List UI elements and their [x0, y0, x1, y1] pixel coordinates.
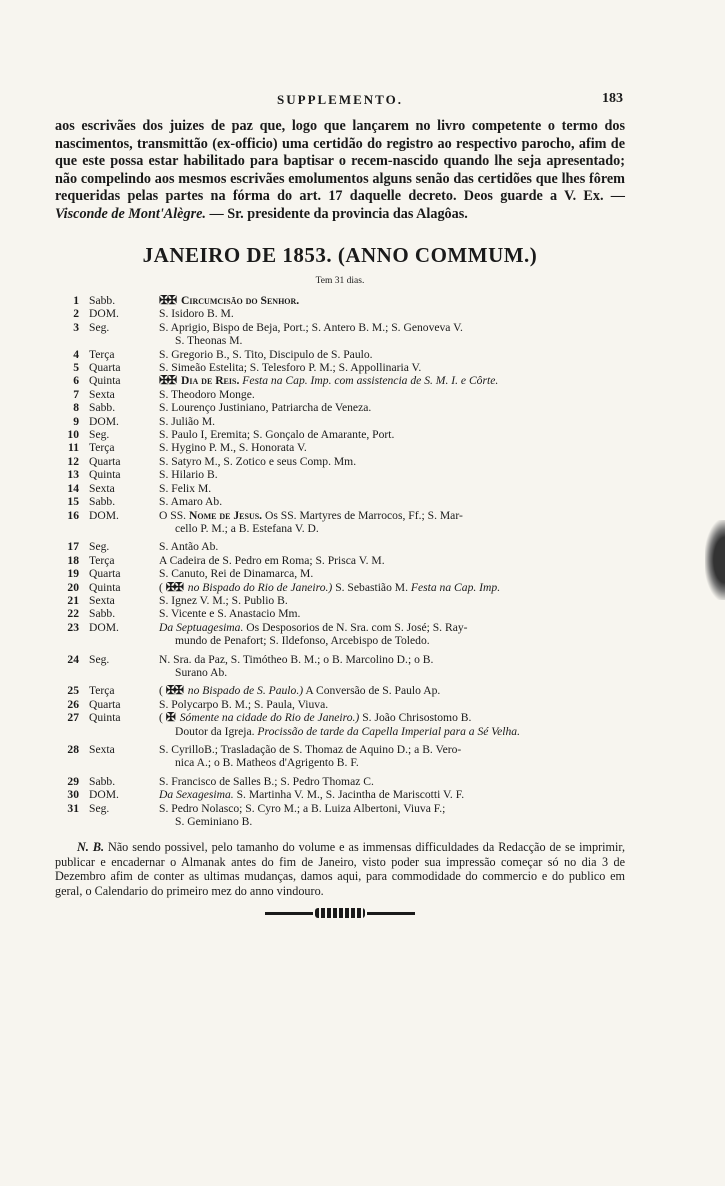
saint-entry — [157, 621, 625, 648]
saint-entry — [157, 554, 625, 567]
continuation-text: nica A.; o B. Matheos d'Agrigento B. F. — [175, 756, 359, 770]
day-number: 30 — [67, 788, 79, 802]
weekday: DOM. — [89, 620, 119, 634]
calendar-row — [55, 415, 625, 428]
entry-text: S. Felix M. — [159, 481, 212, 495]
entry-text: S. Amaro Ab. — [159, 495, 223, 509]
day-number: 29 — [67, 774, 79, 788]
saint-entry — [157, 594, 625, 607]
calendar-row — [55, 374, 625, 387]
nota-bene-label: N. B. — [77, 840, 104, 855]
saint-entry — [157, 653, 625, 680]
entry-text: S. Theodoro Monge. — [159, 387, 255, 401]
day-number: 11 — [68, 441, 79, 455]
day-number: 9 — [73, 414, 79, 428]
entry-italic: no Bispado de S. Paulo.) — [187, 684, 304, 698]
weekday: Sabb. — [89, 294, 116, 307]
saint-entry — [157, 401, 625, 414]
saint-entry — [157, 711, 625, 738]
calendar-row — [55, 348, 625, 361]
calendar-row — [55, 802, 625, 829]
page — [55, 92, 625, 918]
entry-continuation — [159, 634, 623, 647]
calendar-row — [55, 775, 625, 788]
signature: Visconde de Mont'Alègre. — [55, 205, 206, 222]
weekday: Quinta — [89, 468, 121, 482]
entry-prefix: ( — [159, 580, 163, 594]
weekday: Seg. — [89, 428, 110, 442]
entry-italic: Festa na Cap. Imp. — [410, 580, 501, 594]
day-number: 13 — [67, 468, 79, 482]
entry-text: S. Julião M. — [159, 414, 216, 428]
saint-entry — [157, 348, 625, 361]
ornament-right-rule — [367, 912, 415, 915]
day-number: 23 — [67, 620, 79, 634]
entry-text: S. Hygino P. M., S. Honorata V. — [159, 441, 307, 455]
feast-name: Nome de Jesus. — [188, 508, 263, 522]
calendar-row — [55, 711, 625, 738]
entry-text: S. João Chrisostomo B. — [362, 711, 472, 725]
saint-entry — [157, 788, 625, 801]
feast-name: Circumcisão do Senhor. — [181, 294, 300, 307]
day-number: 4 — [73, 347, 79, 361]
calendar-row — [55, 581, 625, 594]
running-head: SUPPLEMENTO. — [277, 92, 403, 107]
saint-entry — [157, 802, 625, 829]
saint-entry — [157, 495, 625, 508]
weekday: Quinta — [89, 374, 121, 388]
saint-entry — [157, 482, 625, 495]
weekday: DOM. — [89, 414, 119, 428]
calendar-row — [55, 428, 625, 441]
day-number: 21 — [67, 593, 79, 607]
calendar-row — [55, 653, 625, 680]
entry-prefix: ( — [159, 684, 163, 698]
calendar-row — [55, 294, 625, 307]
binding-shadow — [705, 520, 725, 600]
saint-entry — [157, 321, 625, 348]
day-number: 7 — [73, 387, 79, 401]
maltese-cross-icon: ✠✠ — [159, 373, 176, 388]
saint-entry — [157, 388, 625, 401]
entry-text: S. Canuto, Rei de Dinamarca, M. — [159, 567, 314, 581]
maltese-cross-icon: ✠✠ — [159, 293, 176, 307]
weekday: Terça — [89, 441, 115, 455]
continuation-italic: Procissão de tarde da Capella Imperial para a Sé Velha. — [257, 724, 520, 738]
saint-entry — [157, 415, 625, 428]
saint-entry — [157, 294, 625, 307]
entry-prefix: ( — [159, 711, 163, 725]
weekday: Quinta — [89, 711, 121, 725]
day-number: 3 — [73, 320, 79, 334]
saint-entry — [157, 581, 625, 594]
weekday: Seg. — [89, 652, 110, 666]
maltese-cross-icon: ✠✠ — [165, 579, 182, 594]
day-number: 26 — [67, 697, 79, 711]
saint-entry — [157, 307, 625, 320]
ornament-left-rule — [265, 912, 313, 915]
saint-entry — [157, 567, 625, 580]
calendar-row — [55, 567, 625, 580]
entry-text: A Cadeira de S. Pedro em Roma; S. Prisca V. M. — [159, 553, 385, 567]
weekday: DOM. — [89, 788, 119, 802]
day-number: 1 — [73, 294, 79, 307]
calendar-list — [55, 294, 625, 828]
day-number: 2 — [73, 307, 79, 321]
entry-text: S. CyrilloB.; Trasladação de S. Thomaz de Aquino D.; a B. Vero- — [159, 743, 462, 756]
calendar-row — [55, 621, 625, 648]
continuation-text: Surano Ab. — [175, 665, 228, 679]
weekday: Seg. — [89, 801, 110, 815]
entry-continuation — [159, 756, 623, 769]
calendar-row — [55, 743, 625, 770]
saint-entry — [157, 374, 625, 387]
calendar-row — [55, 607, 625, 620]
entry-italic: Festa na Cap. Imp. com assistencia de S. M. I. e Côrte. — [242, 374, 499, 388]
day-number: 17 — [67, 540, 79, 554]
entry-text: S. Lourenço Justiniano, Patriarcha de Veneza. — [159, 401, 372, 415]
weekday: Quarta — [89, 454, 121, 468]
continuation-text: S. Theonas M. — [175, 334, 243, 348]
entry-italic: Sómente na cidade do Rio de Janeiro.) — [179, 711, 360, 725]
saint-entry — [157, 441, 625, 454]
days-count: Tem 31 dias. — [315, 276, 365, 286]
weekday: Quarta — [89, 361, 121, 375]
calendar-row — [55, 788, 625, 801]
month-title: JANEIRO DE 1853. (ANNO COMMUM.) — [142, 243, 538, 267]
entry-prefix: O SS. — [159, 508, 187, 522]
closing-ornament — [265, 908, 415, 918]
entry-text: S. Sebastião M. — [335, 580, 408, 594]
entry-italic: Da Sexagesima. — [159, 788, 234, 802]
day-number: 18 — [67, 553, 79, 567]
day-number: 5 — [73, 361, 79, 375]
calendar-row — [55, 495, 625, 508]
intro-paragraph — [55, 118, 625, 223]
entry-continuation — [159, 815, 623, 828]
saint-entry — [157, 509, 625, 536]
entry-text: S. Paulo I, Eremita; S. Gonçalo de Amarante, Port. — [159, 428, 395, 442]
entry-text: S. Hilario B. — [159, 468, 218, 482]
calendar-row — [55, 509, 625, 536]
calendar-row — [55, 321, 625, 348]
weekday: Terça — [89, 553, 115, 567]
calendar-row — [55, 698, 625, 711]
weekday: Sexta — [89, 593, 115, 607]
entry-text: N. Sra. da Paz, S. Timótheo B. M.; o B. Marcolino D.; o B. — [159, 652, 434, 666]
calendar-row — [55, 441, 625, 454]
saint-entry — [157, 743, 625, 770]
entry-text: S. Antão Ab. — [159, 540, 219, 554]
weekday: Quarta — [89, 697, 121, 711]
calendar-row — [55, 540, 625, 553]
weekday: Quinta — [89, 580, 121, 594]
intro-text: aos escrivães dos juizes de paz que, logo que lançarem no livro competente o termo dos nascimentos, transmittão (ex-officio) uma certidão do registro ao respectivo parocho, afim de que este possa estar habilitado para baptisar o recem-nascido quando lhe seja apresentado; não compelindo aos mesmos escrivães emolumentos alguns senão das certidões que lhes fôrem requeridas pelas partes na fórma do art. 17 daquelle decreto. Deos guarde a V. Ex. — — [55, 118, 625, 204]
saint-entry — [157, 468, 625, 481]
saint-entry — [157, 607, 625, 620]
weekday: Sexta — [89, 481, 115, 495]
day-number: 16 — [67, 508, 79, 522]
maltese-cross-icon: ✠ — [165, 710, 174, 725]
weekday: DOM. — [89, 307, 119, 321]
closing-text: — Sr. presidente da provincia das Alagôas. — [209, 205, 468, 222]
entry-text: A Conversão de S. Paulo Ap. — [305, 684, 441, 698]
weekday: Quarta — [89, 567, 121, 581]
weekday: Sabb. — [89, 607, 116, 621]
entry-text: S. Isidoro B. M. — [159, 307, 234, 321]
calendar-row — [55, 482, 625, 495]
weekday: DOM. — [89, 508, 119, 522]
day-number: 28 — [67, 743, 79, 756]
saint-entry — [157, 540, 625, 553]
maltese-cross-icon: ✠✠ — [165, 683, 182, 698]
calendar-row — [55, 307, 625, 320]
page-header — [55, 92, 625, 116]
calendar-row — [55, 401, 625, 414]
entry-text: S. Simeão Estelita; S. Telesforo P. M.; S. Appollinaria V. — [159, 361, 422, 375]
calendar-row — [55, 361, 625, 374]
day-number: 6 — [73, 374, 79, 388]
entry-text: S. Aprigio, Bispo de Beja, Port.; S. Antero B. M.; S. Genoveva V. — [159, 320, 463, 334]
weekday: Sabb. — [89, 774, 116, 788]
day-number: 22 — [67, 607, 79, 621]
entry-text: S. Francisco de Salles B.; S. Pedro Thomaz C. — [159, 774, 374, 788]
entry-continuation — [159, 522, 623, 535]
weekday: Terça — [89, 684, 115, 698]
calendar-row — [55, 455, 625, 468]
calendar-row — [55, 554, 625, 567]
day-number: 15 — [67, 495, 79, 509]
weekday: Sabb. — [89, 401, 116, 415]
entry-text: S. Satyro M., S. Zotico e seus Comp. Mm. — [159, 454, 357, 468]
saint-entry — [157, 684, 625, 697]
continuation-text: S. Geminiano B. — [175, 815, 253, 829]
entry-text: S. Ignez V. M.; S. Publio B. — [159, 593, 288, 607]
weekday: Terça — [89, 347, 115, 361]
entry-continuation — [159, 725, 623, 738]
day-number: 25 — [67, 684, 79, 698]
entry-text: Os SS. Martyres de Marrocos, Ff.; S. Mar- — [265, 508, 463, 522]
day-number: 27 — [67, 711, 79, 725]
entry-text: S. Vicente e S. Anastacio Mm. — [159, 607, 301, 621]
day-number: 8 — [73, 401, 79, 415]
day-number: 12 — [67, 454, 79, 468]
saint-entry — [157, 775, 625, 788]
nota-bene — [55, 840, 625, 898]
day-number: 14 — [67, 481, 79, 495]
ornament-center — [315, 908, 365, 918]
page-number: 183 — [602, 91, 623, 106]
continuation-text: Doutor da Igreja. — [175, 724, 255, 738]
weekday: Seg. — [89, 320, 110, 334]
entry-text: S. Martinha V. M., S. Jacintha de Mariscotti V. F. — [236, 788, 465, 802]
calendar-row — [55, 684, 625, 697]
day-number: 31 — [67, 801, 79, 815]
entry-italic: no Bispado do Rio de Janeiro.) — [187, 580, 333, 594]
continuation-text: cello P. M.; a B. Estefana V. D. — [175, 521, 319, 535]
saint-entry — [157, 455, 625, 468]
saint-entry — [157, 698, 625, 711]
day-number: 24 — [67, 652, 79, 666]
entry-italic: Da Septuagesima. — [159, 620, 244, 634]
saint-entry — [157, 428, 625, 441]
nota-bene-text: Não sendo possivel, pelo tamanho do volume e as immensas difficuldades da Redacção de se imprimir, publicar e encadernar o Almanak antes do fim de Janeiro, visto poder sua impressão começar só no dia 3 de Dezembro afim de conter as ultimas mudanças, damos aqui, para commodidade do commercio e do publico em geral, o Calendario do primeiro mez do anno vindouro. — [55, 840, 626, 898]
entry-text: Os Desposorios de N. Sra. com S. José; S. Ray- — [246, 620, 468, 634]
weekday: Seg. — [89, 540, 110, 554]
entry-text: S. Polycarpo B. M.; S. Paula, Viuva. — [159, 697, 329, 711]
calendar-row — [55, 388, 625, 401]
entry-continuation — [159, 666, 623, 679]
weekday: Sexta — [89, 743, 115, 756]
weekday: Sexta — [89, 387, 115, 401]
day-number: 20 — [67, 580, 79, 594]
entry-text: S. Gregorio B., S. Tito, Discipulo de S. Paulo. — [159, 347, 373, 361]
weekday: Sabb. — [89, 495, 116, 509]
feast-name: Dia de Reis. — [181, 374, 240, 388]
day-number: 19 — [67, 567, 79, 581]
continuation-text: mundo de Penafort; S. Ildefonso, Arcebispo de Toledo. — [175, 634, 430, 648]
calendar-row — [55, 468, 625, 481]
entry-continuation — [159, 334, 623, 347]
saint-entry — [157, 361, 625, 374]
entry-text: S. Pedro Nolasco; S. Cyro M.; a B. Luiza Albertoni, Viuva F.; — [159, 801, 446, 815]
day-number: 10 — [67, 428, 79, 442]
calendar-row — [55, 594, 625, 607]
